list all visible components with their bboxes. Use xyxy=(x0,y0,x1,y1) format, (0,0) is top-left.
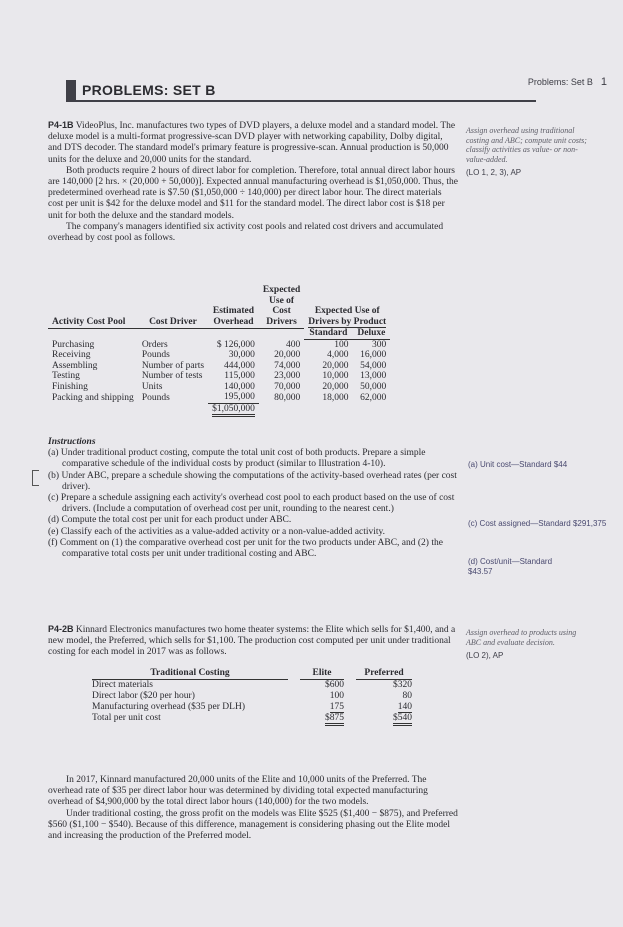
table-cell: 18,000 xyxy=(322,392,349,403)
table-cell: Number of parts xyxy=(141,360,205,371)
table-cell: 30,000 xyxy=(228,350,255,360)
instruction-b: (b) Under ABC, prepare a schedule showing the computations of the activity-based overhead rates (per cost driver). xyxy=(48,470,457,492)
table-cell: 4,000 xyxy=(327,350,349,360)
p4-1b-para3: The company's managers identified six activity cost pools and related cost drivers and accumulated overhead by cost pool as follows. xyxy=(48,221,444,244)
table-cell: 16,000 xyxy=(360,350,387,360)
table-cell: VideoPlus, Inc. manufactures two types of DVD players, a deluxe model and a standard model. The deluxe model is a multi-format progressive-scan DVD player with networking capability, Dolby digital, and DTS decoder. The standard model's primary feature is progressive-scan. Annual production is 50,000 units for the deluxe and 20,000 units for the standard. xyxy=(48,121,456,165)
table-total-row xyxy=(86,713,418,724)
header-by-product xyxy=(304,306,390,317)
header-overhead xyxy=(208,306,259,317)
p4-2b-para2: In 2017, Kinnard manufactured 20,000 units of the Elite and 10,000 units of the Preferred. The overhead rate of $35 per direct labor hour was determined by dividing total expected manufacturing overhead of $4,900,000 by the total direct labor hours (140,000) for the two models. xyxy=(48,775,428,808)
table-cell: Kinnard Electronics manufactures two home theater systems: the Elite which sells for $1,400, and a new model, the Preferred, which sells for $1,100. The production cost computed per unit under traditional costing for each model in 2017 was as follows. xyxy=(48,625,456,658)
p4-2b-para3: Under traditional costing, the gross profit on the models was Elite $525 ($1,400 − $875), and Preferred $560 ($1,100 − $540). Because of this difference, management is considering phasing out the Elite model and increasing the production of the Preferred model. xyxy=(48,808,458,842)
table-cell: Total per unit cost xyxy=(92,713,161,723)
problem-p4-1b xyxy=(48,120,458,244)
table-cell: Expected Use of xyxy=(314,306,380,316)
table-cell: Purchasing xyxy=(52,339,95,350)
table-cell: Cost xyxy=(272,306,291,316)
running-header xyxy=(528,76,607,88)
total-overhead: $1,050,000 xyxy=(212,404,255,417)
table-cell: 54,000 xyxy=(360,360,387,371)
p4-2b-side-note xyxy=(466,628,592,661)
table-cell: 70,000 xyxy=(274,381,301,392)
table-cell: Packing and shipping xyxy=(52,392,134,403)
table-cell: Units xyxy=(141,381,163,392)
header-pool: Activity Cost Pool xyxy=(48,317,138,329)
header-elite: Elite xyxy=(300,668,344,680)
section-banner xyxy=(66,80,536,102)
table-cell: 74,000 xyxy=(274,360,301,371)
table-cell: Estimated xyxy=(212,306,255,316)
header-driver: Cost Driver xyxy=(138,317,208,329)
table-row xyxy=(48,392,390,403)
p4-1b-para1 xyxy=(48,120,458,166)
table-cell: 10,000 xyxy=(322,371,349,381)
p4-2b-para1 xyxy=(48,624,458,659)
table-cell: 100 xyxy=(329,691,344,701)
table-row xyxy=(86,680,418,691)
table-cell: 140,000 xyxy=(223,381,255,392)
answer-a: (a) Unit cost—Standard $44 xyxy=(468,460,568,469)
table-cell: $320 xyxy=(393,680,412,690)
answer-d: (d) Cost/unit—Standard $43.57 xyxy=(468,557,553,576)
table-cell: 80,000 xyxy=(274,392,301,403)
table-cell: 195,000 xyxy=(208,392,259,403)
table-row xyxy=(48,339,390,350)
table-title: Traditional Costing xyxy=(92,668,288,680)
problem-p4-2b xyxy=(48,624,458,659)
instruction-a: (a) Under traditional product costing, compute the total unit cost of both products. Prepare a simple comparative schedule of the individual costs by product (similar to Illustration 4-10). xyxy=(48,448,426,470)
table-cell: Testing xyxy=(52,371,80,381)
table-row xyxy=(48,371,390,382)
table-cell: 13,000 xyxy=(360,371,387,381)
table-cell: 20,000 xyxy=(322,381,349,392)
table-cell: Finishing xyxy=(52,381,88,392)
table-cell: Drivers xyxy=(259,317,304,329)
table-row xyxy=(86,702,418,713)
instructions xyxy=(48,437,460,560)
table-cell: Pounds xyxy=(141,392,170,403)
table-cell: Overhead xyxy=(208,317,259,329)
problem-id: P4-2B xyxy=(48,624,74,634)
table-cell: 62,000 xyxy=(360,392,387,403)
p4-2b-continued xyxy=(48,775,458,842)
instructions-heading: Instructions xyxy=(48,437,96,447)
p4-1b-para2: Both products require 2 hours of direct labor for completion. Therefore, total annual direct labor hours are 140,000 [2 hrs. × (20,000 + 50,000)]. Expected annual manufacturing overhead is $1,050,000. Thus, the predetermined overhead rate is $7.50 ($1,050,000 ÷ 140,000) per direct labor hour. The direct materials cost per unit is $42 for the deluxe model and $11 for the standard model. The direct labor cost is $18 per unit for both the deluxe and the standard models. xyxy=(48,165,458,221)
table-cell: 80 xyxy=(402,691,412,701)
table-cell: Use of xyxy=(269,295,295,306)
table-cell: 400 xyxy=(286,339,301,350)
section-title: PROBLEMS: SET B xyxy=(82,82,216,98)
table-row xyxy=(48,361,390,372)
table-cell: 20,000 xyxy=(322,360,349,371)
header-standard: Standard xyxy=(304,328,352,339)
activity-cost-table xyxy=(48,285,390,414)
instruction-f: (f) Comment on (1) the comparative overhead cost per unit for the two products under ABC, and (2) the comparative total costs per unit under traditional costing and ABC. xyxy=(48,537,443,560)
table-cell: Manufacturing overhead ($35 per DLH) xyxy=(92,702,245,712)
instruction-e: (e) Classify each of the activities as a value-added activity or a non-value-added activity. xyxy=(48,526,386,537)
header-preferred: Preferred xyxy=(356,668,412,680)
table-cell: Orders xyxy=(141,339,168,350)
table-cell: Expected xyxy=(262,285,301,295)
running-title: Problems: Set B xyxy=(527,77,593,87)
learning-objectives: (LO 1, 2, 3), AP xyxy=(466,168,522,177)
table-cell: 140 xyxy=(397,702,412,712)
table-cell: Drivers by Product xyxy=(308,316,387,327)
table-cell: 20,000 xyxy=(274,350,301,360)
table-cell: $875 xyxy=(325,713,344,726)
margin-bracket xyxy=(32,470,39,486)
instruction-d: (d) Compute the total cost per unit for each product under ABC. xyxy=(48,515,292,526)
table-row xyxy=(48,350,390,361)
problem-id: P4-1B xyxy=(48,120,74,130)
traditional-costing-table xyxy=(86,668,418,724)
table-row xyxy=(48,382,390,393)
table-cell: 23,000 xyxy=(274,371,301,381)
p4-1b-side-note xyxy=(466,126,592,178)
table-cell: 175 xyxy=(329,702,344,712)
table-cell: Direct materials xyxy=(92,680,153,690)
learning-objectives: (LO 2), AP xyxy=(466,651,504,660)
table-cell: Pounds xyxy=(141,350,170,360)
table-cell: $540 xyxy=(393,713,412,726)
banner-bar xyxy=(66,80,76,100)
table-cell: Assign overhead to products using ABC and evaluate decision. xyxy=(466,628,577,647)
table-cell: 444,000 xyxy=(223,360,255,371)
table-cell: 50,000 xyxy=(360,381,387,392)
instruction-c: (c) Prepare a schedule assigning each activity's overhead cost pool to each product based on the use of cost drivers. (Include a computation of overhead cost per unit, rounding to the nearest cent.) xyxy=(48,493,455,515)
page-number: 1 xyxy=(600,76,607,88)
header-deluxe: Deluxe xyxy=(353,328,391,339)
table-cell: Number of tests xyxy=(141,371,203,381)
table-cell: $ 126,000 xyxy=(216,339,255,350)
table-cell: Assign overhead using traditional costing and ABC; compute unit costs; classify activities as value- or non-value-added. xyxy=(466,126,587,164)
table-cell: 300 xyxy=(371,339,387,350)
table-row xyxy=(86,691,418,702)
table-cell: 100 xyxy=(334,339,349,350)
table-cell: $600 xyxy=(325,680,344,690)
table-cell: Receiving xyxy=(52,350,91,360)
table-cell: Direct labor ($20 per hour) xyxy=(92,691,195,701)
table-total-row xyxy=(48,403,390,414)
table-cell: 115,000 xyxy=(224,371,255,381)
answer-c: (c) Cost assigned—Standard $291,375 xyxy=(468,519,607,528)
table-cell: Assembling xyxy=(52,360,98,371)
